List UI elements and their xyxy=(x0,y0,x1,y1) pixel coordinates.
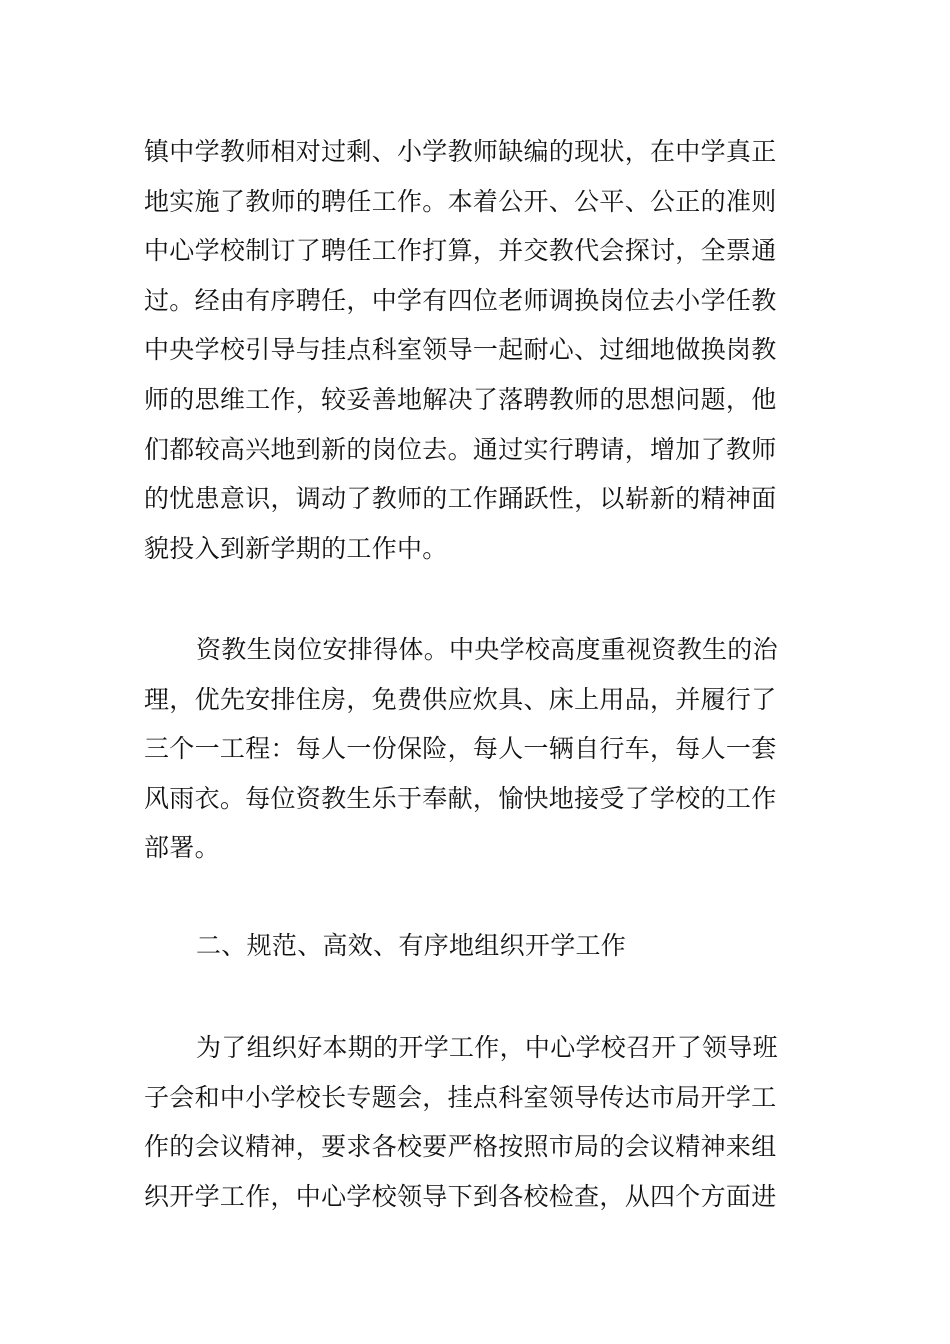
text-line: 师的思维工作，较妥善地解决了落聘教师的思想问题，他 xyxy=(144,384,777,414)
paragraph-support-teachers xyxy=(144,625,814,873)
text-line: 中心学校制订了聘任工作打算，并交教代会探讨，全票通 xyxy=(144,236,777,266)
text-line: 们都较高兴地到新的岗位去。通过实行聘请，增加了教师 xyxy=(144,434,777,464)
text-line: 中央学校引导与挂点科室领导一起耐心、过细地做换岗教 xyxy=(144,335,777,365)
text-line: 镇中学教师相对过剩、小学教师缺编的现状，在中学真正 xyxy=(144,137,777,166)
paragraph-school-opening xyxy=(144,1023,814,1221)
text-line: 的忧患意识，调动了教师的工作踊跃性，以崭新的精神面 xyxy=(144,484,777,514)
text-line: 三个一工程：每人一份保险，每人一辆自行车，每人一套 xyxy=(144,734,777,764)
heading-text: 二、规范、高效、有序地组织开学工作 xyxy=(196,931,627,960)
text-line: 织开学工作，中心学校领导下到各校检查，从四个方面进 xyxy=(144,1181,777,1211)
text-line: 作的会议精神，要求各校要严格按照市局的会议精神来组 xyxy=(144,1132,777,1162)
section-heading xyxy=(144,921,814,971)
text-line: 过。经由有序聘任，中学有四位老师调换岗位去小学任教 xyxy=(144,285,777,315)
text-line: 貌投入到新学期的工作中。 xyxy=(144,533,448,563)
text-line: 部署。 xyxy=(144,833,220,863)
text-line: 理，优先安排住房，免费供应炊具、床上用品，并履行了 xyxy=(144,684,777,714)
text-line: 资教生岗位安排得体。中央学校高度重视资教生的治 xyxy=(196,635,778,664)
text-line: 为了组织好本期的开学工作，中心学校召开了领导班 xyxy=(196,1033,778,1062)
paragraph-teacher-appointment xyxy=(144,127,814,573)
text-line: 地实施了教师的聘任工作。本着公开、公平、公正的准则 xyxy=(144,186,777,216)
text-line: 子会和中小学校长专题会，挂点科室领导传达市局开学工 xyxy=(144,1082,777,1112)
text-line: 风雨衣。每位资教生乐于奉献，愉快地接受了学校的工作 xyxy=(144,783,777,813)
